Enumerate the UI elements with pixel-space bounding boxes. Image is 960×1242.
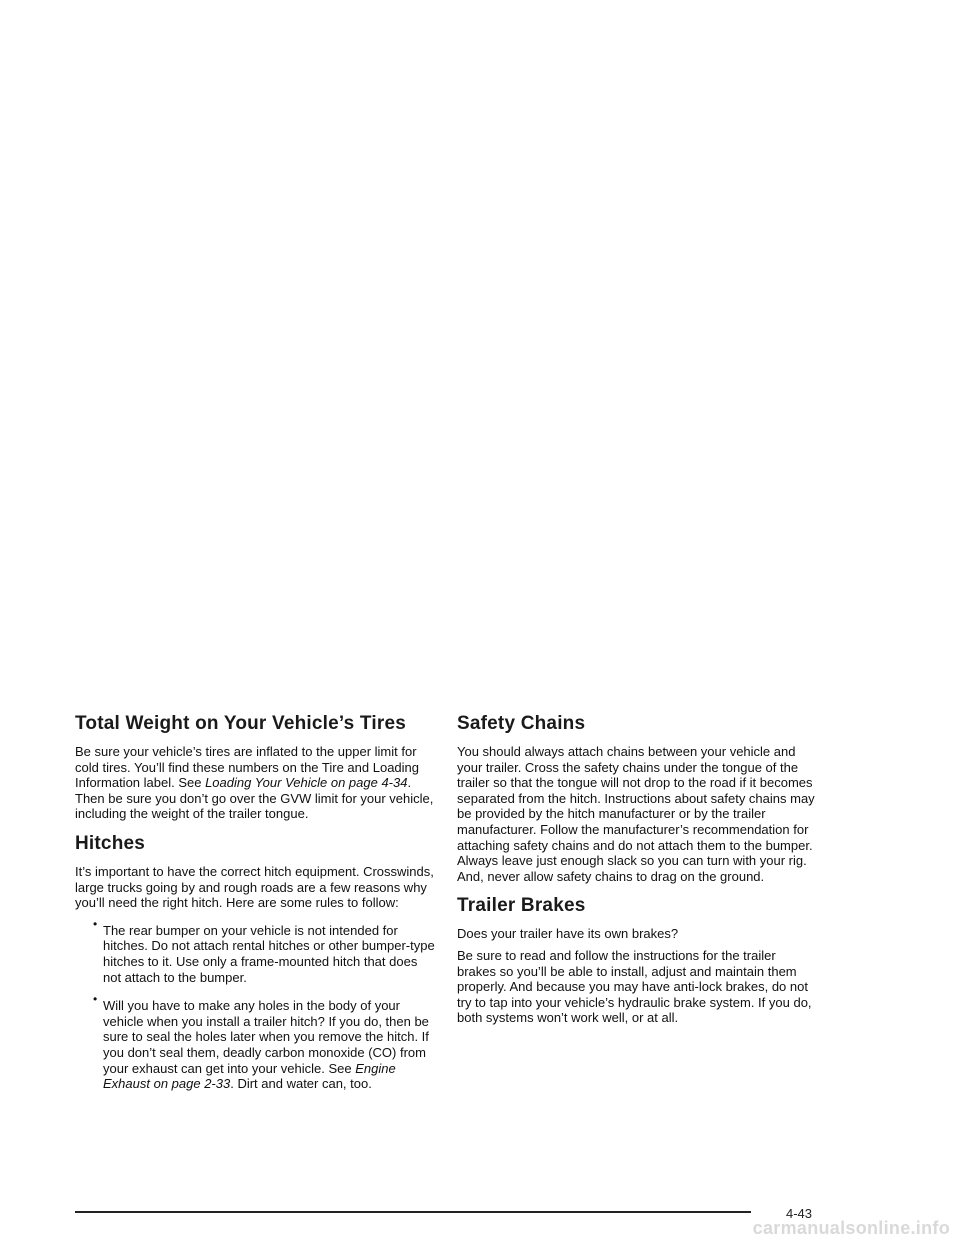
tires-paragraph <box>75 744 435 822</box>
list-item <box>93 992 435 1092</box>
list-item <box>93 916 435 985</box>
bullet-text: The rear bumper on your vehicle is not intended for hitches. Do not attach rental hitches or other bumper-type hitches to it. Use only a frame-mounted hitch that does not attach to the bumper. <box>103 922 435 985</box>
page-number: 4-43 <box>786 1206 813 1221</box>
bullet-text-b: . Dirt and water can, too. <box>230 1076 372 1092</box>
hitches-section <box>75 832 435 1092</box>
right-column <box>457 712 817 1032</box>
tires-text-a: Be sure your vehicle’s tires are inflated to the upper limit for cold tires. You’ll find these numbers on the Tire and Loading Information label. See <box>75 744 420 791</box>
brakes-heading: Trailer Brakes <box>457 895 586 917</box>
tires-heading: Total Weight on Your Vehicle’s Tires <box>75 713 406 734</box>
exhaust-reference-link[interactable]: Engine Exhaust on page 2-33 <box>103 1060 396 1092</box>
watermark: carmanualsonline.info <box>752 1218 950 1238</box>
bullet-icon: • <box>93 992 98 1007</box>
hitches-intro: It’s important to have the correct hitch equipment. Crosswinds, large trucks going by and rough roads are a few reasons why you’ll need the right hitch. Here are some rules to follow: <box>75 863 434 911</box>
brakes-question: Does your trailer have its own brakes? <box>457 926 679 942</box>
chains-heading: Safety Chains <box>457 713 586 734</box>
left-column <box>75 712 435 1099</box>
hitches-heading: Hitches <box>75 832 146 854</box>
bullet-icon: • <box>93 916 98 931</box>
bullet-text-a: Will you have to make any holes in the body of your vehicle when you install a trailer hitch? If you do, then be sure to seal the holes later when you remove the hitch. If you don’t seal them, deadly carbon monoxide (CO) from your exhaust can get into your vehicle. See <box>103 998 429 1076</box>
tires-reference-link[interactable]: Loading Your Vehicle on page 4-34 <box>205 775 408 791</box>
brakes-section <box>457 894 817 1026</box>
brakes-paragraph: Be sure to read and follow the instructions for the trailer brakes so you’ll be able to install, adjust and maintain them properly. And because you may have anti-lock brakes, do not try to tap into your vehicle’s hydraulic brake system. If you do, both systems won’t work well, or at all. <box>457 947 812 1026</box>
hitches-rules-list <box>75 917 435 1092</box>
tires-section <box>75 712 435 822</box>
tires-text-b: . Then be sure you don’t go over the GVW limit for your vehicle, including the weight of the trailer tongue. <box>75 775 434 822</box>
chains-section <box>457 712 817 884</box>
chains-paragraph: You should always attach chains between your vehicle and your trailer. Cross the safety chains under the tongue of the trailer so that the tongue will not drop to the road if it becomes separated from the hitch. Instructions about safety chains may be provided by the hitch manufacturer or by the trailer manufacturer. Follow the manufacturer’s recommendation for attaching safety chains and do not attach them to the bumper. Always leave just enough slack so you can turn with your rig. And, never allow safety chains to drag on the ground. <box>457 744 815 884</box>
footer-divider <box>75 1211 751 1213</box>
